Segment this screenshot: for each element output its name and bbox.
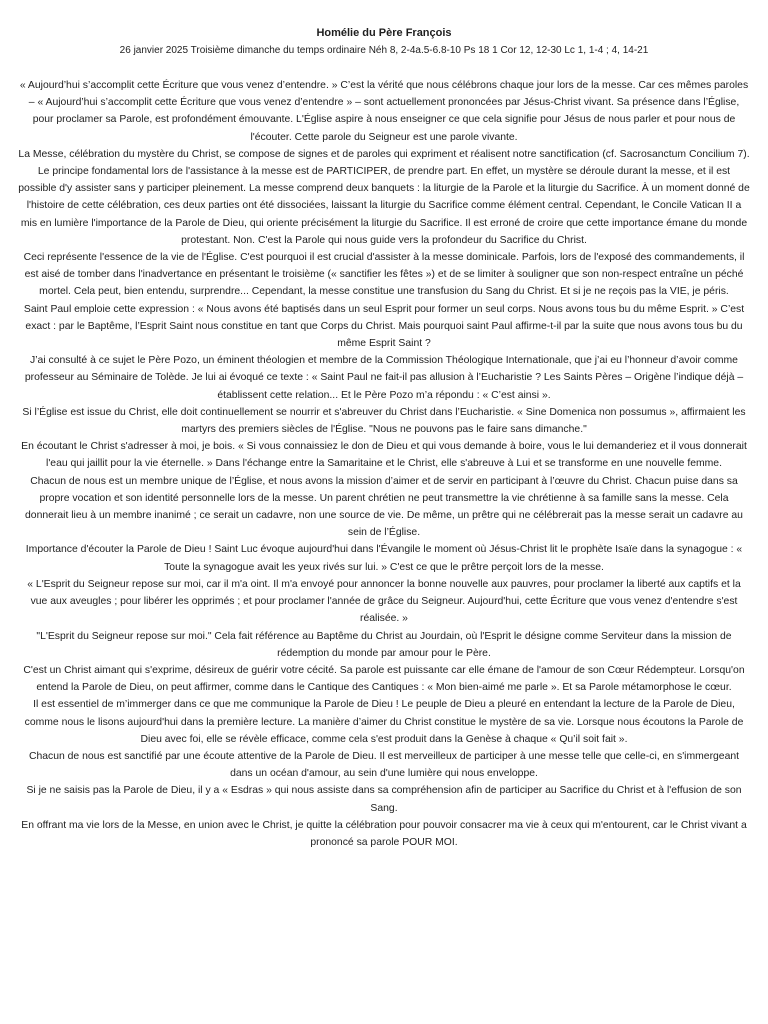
- paragraph: Importance d'écouter la Parole de Dieu ! Saint Luc évoque aujourd'hui dans l'Évangile le moment où Jésus-Christ lit le prophète Isaïe dans la synagogue : « Toute la synagogue avait les yeux rivés sur lui. » C'est ce que le prêtre perçoit lors de la messe.: [25, 544, 743, 573]
- paragraph: Il est essentiel de m’immerger dans ce que me communique la Parole de Dieu ! Le peuple de Dieu a pleuré en entendant la lecture de la Parole de Dieu, comme nous le lisons aujourd'hui dans la première lecture. La manière d’aimer du Christ constitue le mystère de sa vie. Lorsque nous écoutons la Parole de Dieu avec foi, elle se révèle efficace, comme cela s'est produit dans la Genèse à chaque « Qu’il soit fait ».: [24, 699, 744, 745]
- paragraph: Si je ne saisis pas la Parole de Dieu, il y a « Esdras » qui nous assiste dans sa compréhension afin de participer au Sacrifice du Christ et à l'effusion de son Sang.: [26, 785, 742, 814]
- homily-body: [14, 77, 754, 851]
- paragraph: J’ai consulté à ce sujet le Père Pozo, un éminent théologien et membre de la Commission Théologique Internationale, que j’ai eu l’honneur d’avoir comme professeur au Séminaire de Tolède. Je lui ai évoqué ce texte : « Saint Paul ne fait-il pas allusion à l’Eucharistie ? Les Saints Pères – Origène l’indique déjà – établissent cette relation... Et le Père Pozo m’a répondu : « C’est ainsi ».: [24, 355, 744, 401]
- paragraph: La Messe, célébration du mystère du Christ, se compose de signes et de paroles qui expriment et réalisent notre sanctification (cf. Sacrosanctum Concilium 7). Le principe fondamental lors de l'assistance à la messe est de PARTICIPER, de prendre part. En effet, un mystère se déroule durant la messe, et il est possible d'y assister sans y participer pleinement. La messe comprend deux banquets : la liturgie de la Parole et la liturgie du Sacrifice. À un moment donné de l'histoire de cette célébration, ces deux parties ont été dissociées, laissant la liturgie du Sacrifice comme élément central. Cependant, le Concile Vatican II a mis en lumière l'importance de la Parole de Dieu, qui oriente précisément la liturgie du Sacrifice. Il est erroné de croire que cette importance émane du monde protestant. Non. C'est la Parole qui nous guide vers la profondeur du Sacrifice du Christ.: [18, 148, 750, 246]
- paragraph: « Aujourd’hui s’accomplit cette Écriture que vous venez d’entendre. » C’est la vérité que nous célébrons chaque jour lors de la messe. Car ces mêmes paroles – « Aujourd’hui s’accomplit cette Écriture que vous venez d’entendre » – sont actuellement prononcées par Jésus-Christ vivant. Sa présence dans l’Église, pour proclamer sa Parole, est profondément émouvante. L'Église aspire à nous enseigner ce que cela signifie pour Jésus de nous parler et pour nous de l'écouter. Cette parole du Seigneur est une parole vivante.: [19, 80, 749, 143]
- paragraph: Chacun de nous est sanctifié par une écoute attentive de la Parole de Dieu. Il est merveilleux de participer à une messe telle que celle-ci, en s'immergeant dans un océan d'amour, au sein d'une lumière qui nous enveloppe.: [28, 750, 740, 780]
- paragraph: « L'Esprit du Seigneur repose sur moi, car il m'a oint. Il m'a envoyé pour annoncer la bonne nouvelle aux pauvres, pour proclamer la liberté aux captifs et la vue aux aveugles ; pour libérer les opprimés ; et pour proclamer l'année de grâce du Seigneur. Aujourd'hui, cette Écriture que vous venez d'entendre s'est réalisée. »: [27, 578, 741, 625]
- paragraph: Chacun de nous est un membre unique de l’Église, et nous avons la mission d’aimer et de servir en participant à l’œuvre du Christ. Chacun puise dans sa propre vocation et son identité personnelle lors de la messe. Un parent chrétien ne peut transmettre la vie chrétienne à sa famille sans la messe. Cela donnerait lieu à un membre inanimé ; ce serait un cadavre, non une source de vie. De même, un prêtre qui ne célébrerait pas la messe serait un cadavre au sein de l’Église.: [25, 475, 743, 539]
- paragraph: En offrant ma vie lors de la Messe, en union avec le Christ, je quitte la célébration pour pouvoir consacrer ma vie à ceux qui m'entourent, car le Christ vivant a prononcé sa parole POUR MOI.: [21, 819, 747, 848]
- paragraph: En écoutant le Christ s'adresser à moi, je bois. « Si vous connaissiez le don de Dieu et qui vous demande à boire, vous le lui demanderiez et il vous donnerait l'eau qui jaillit pour la vie éternelle. » Dans l'échange entre la Samaritaine et le Christ, elle s'abreuve à Lui et se transforme en une nouvelle femme.: [21, 441, 747, 470]
- paragraph: Saint Paul emploie cette expression : « Nous avons été baptisés dans un seul Esprit pour former un seul corps. Nous avons tous bu du même Esprit. » C’est exact : par le Baptême, l’Esprit Saint nous constitue en tant que Corps du Christ. Mais pourquoi saint Paul affirme-t-il par la suite que nous avons tous bu du même Esprit Saint ?: [23, 303, 745, 350]
- paragraph: C'est un Christ aimant qui s'exprime, désireux de guérir votre cécité. Sa parole est puissante car elle émane de l'amour de son Cœur Rédempteur. Lorsqu'on entend la Parole de Dieu, on peut affirmer, comme dans le Cantique des Cantiques : « Mon bien-aimé me parle ». Et sa Parole métamorphose le cœur.: [23, 664, 745, 694]
- liturgical-readings-subtitle: 26 janvier 2025 Troisième dimanche du temps ordinaire Néh 8, 2-4a.5-6.8-10 Ps 18 1 Cor 12, 12-30 Lc 1, 1-4 ; 4, 14-21: [119, 45, 649, 56]
- paragraph: "L'Esprit du Seigneur repose sur moi." Cela fait référence au Baptême du Christ au Jourdain, où l'Esprit le désigne comme Serviteur dans la mission de rédemption du monde par amour pour le Père.: [36, 630, 732, 659]
- page-title: Homélie du Père François: [316, 27, 452, 39]
- paragraph: Si l’Église est issue du Christ, elle doit continuellement se nourrir et s'abreuver du Christ dans l’Eucharistie. « Sine Domenica non possumus », affirmaient les martyrs des premiers siècles de l'Église. "Nous ne pouvons pas le faire sans dimanche.": [22, 406, 746, 436]
- paragraph: Ceci représente l'essence de la vie de l'Église. C'est pourquoi il est crucial d'assister à la messe dominicale. Parfois, lors de l'exposé des commandements, il est aisé de tomber dans l'inadvertance en présentant le troisième (« sanctifier les fêtes ») et de se limiter à souligner que son non-respect entraîne un péché mortel. Cela peut, bien entendu, surprendre... Cependant, la messe constitue une transfusion du Sang du Christ. Et si je ne reçois pas la VIE, je péris.: [23, 252, 745, 298]
